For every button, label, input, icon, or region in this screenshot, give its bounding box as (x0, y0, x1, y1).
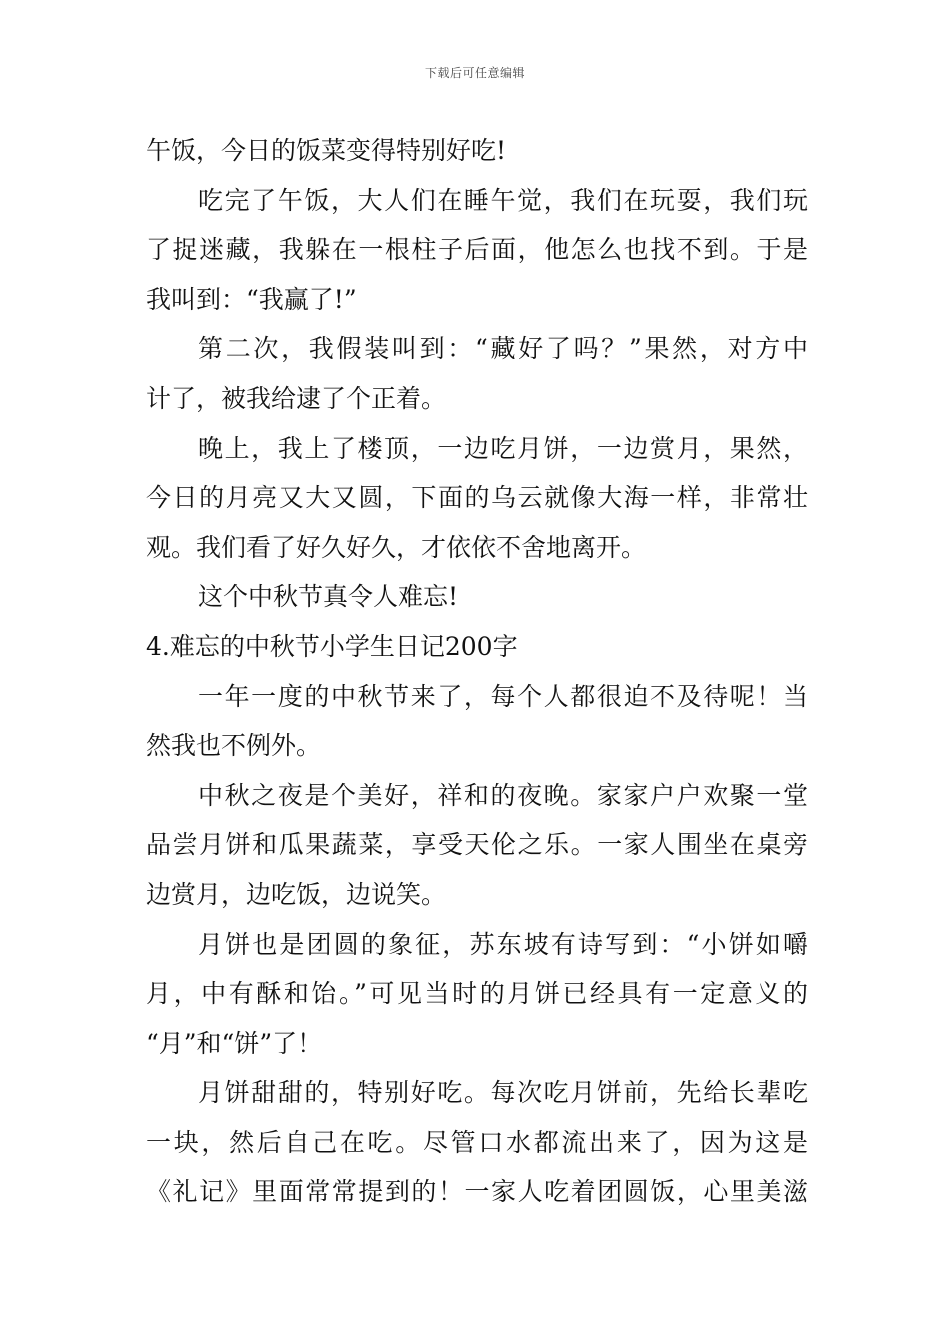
text-line: 边赏月，边吃饭，边说笑。 (146, 879, 447, 909)
text-line: 月饼甜甜的，特别好吃。每次吃月饼前，先给长辈吃 (198, 1078, 808, 1108)
text-line: 一年一度的中秋节来了，每个人都很迫不及待呢！当 (198, 681, 808, 711)
text-line: 然我也不例外。 (146, 731, 322, 761)
text-line: 午饭，今日的饭菜变得特别好吃! (146, 136, 507, 165)
text-line: 一块，然后自己在吃。尽管口水都流出来了，因为这是 (146, 1127, 808, 1157)
text-line: 晚上，我上了楼顶，一边吃月饼，一边赏月，果然， (198, 433, 808, 463)
text-line: 今日的月亮又大又圆，下面的乌云就像大海一样，非常壮 (146, 483, 808, 513)
document-body (146, 126, 808, 1217)
text-line: 观。我们看了好久好久，才依依不舍地离开。 (146, 532, 647, 562)
text-line: 了捉迷藏，我躲在一根柱子后面，他怎么也找不到。于是 (146, 235, 808, 265)
text-line: 月，中有酥和饴。”可见当时的月饼已经具有一定意义的 (146, 979, 808, 1009)
page-header: 下载后可任意编辑 (424, 66, 525, 80)
text-line: 吃完了午饭，大人们在睡午觉，我们在玩耍，我们玩 (198, 185, 808, 215)
text-line: 我叫到：“我赢了!” (146, 284, 357, 314)
text-line: 月饼也是团圆的象征，苏东坡有诗写到：“小饼如嚼 (198, 929, 808, 959)
text-line: 中秋之夜是个美好，祥和的夜晚。家家户户欢聚一堂 (198, 780, 808, 810)
text-line: 4.难忘的中秋节小学生日记200字 (146, 631, 518, 661)
text-line: 《礼记》里面常常提到的！一家人吃着团圆饭，心里美滋 (146, 1177, 808, 1207)
text-line: 计了，被我给逮了个正着。 (146, 383, 447, 413)
text-line: “月”和“饼”了！ (146, 1028, 323, 1058)
text-line: 第二次，我假装叫到：“藏好了吗？”果然，对方中 (198, 334, 808, 364)
text-line: 品尝月饼和瓜果蔬菜，享受天伦之乐。一家人围坐在桌旁 (146, 830, 808, 860)
text-line: 这个中秋节真令人难忘! (198, 582, 459, 612)
